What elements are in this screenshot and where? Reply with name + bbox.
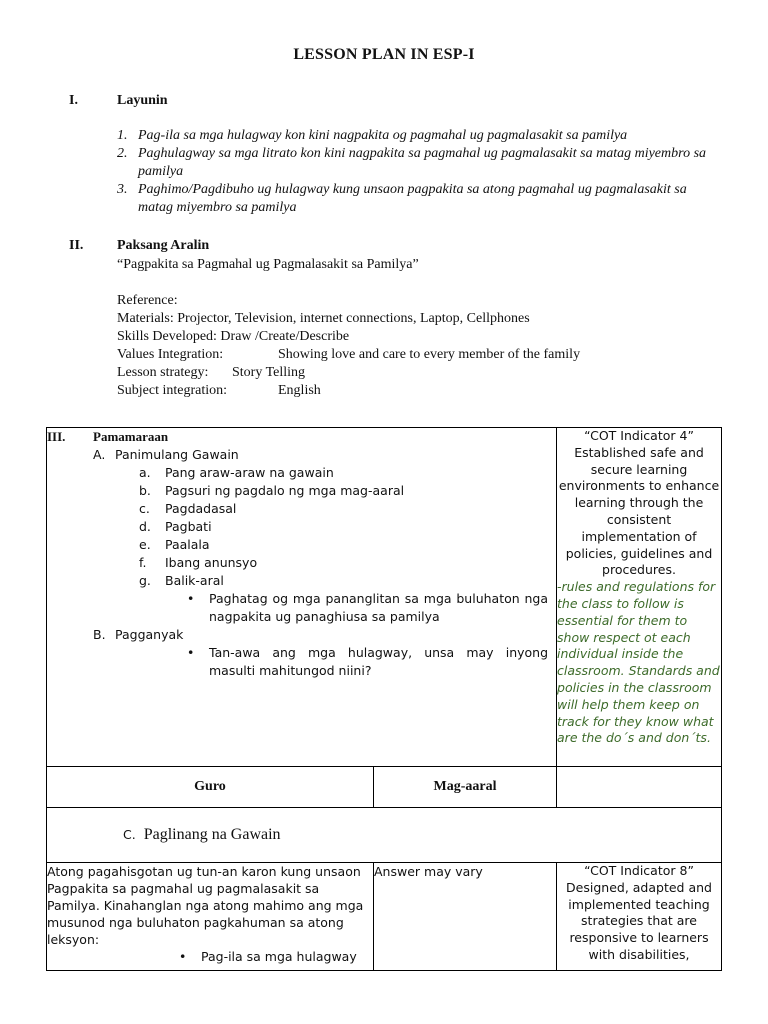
table-row [47,863,722,971]
bullet-icon: • [187,645,195,660]
objective-text: Paghimo/Pagdibuho ug hulagway kung unsaon pagpakita sa atong pagmahal ug pagmalasakit sa matag miyembro sa pamilya [138,182,687,215]
procedure-table [46,427,722,971]
objectives-list [117,127,717,217]
teacher-cell [47,863,374,971]
table-row [47,428,722,767]
cot-indicator-note: -rules and regulations for the class to follow is essential for them to show respect ot each individual inside the classroom. Standards and policies in the classroom will help them keep on track for they know what are the do´s and don´ts. [557,579,720,746]
bullet-item: • Tan-awa ang mga hulagway, unsa may inyong masulti mahitungod niini? [187,645,549,678]
strategy-line: Lesson strategy: Story Telling [117,365,306,380]
subsection-a-title: A. Panimulang Gawain [93,447,239,462]
empty-header-cell [557,767,722,808]
list-item: 1. Pag-ila sa mga hulagway kon kini nagpakita og pagmahal ug pagmalasakit sa pamilya [117,128,628,143]
page-title: LESSON PLAN IN ESP-I [293,46,475,63]
section-number: I. [69,93,78,108]
column-header-teacher: Guro [47,767,374,808]
skills-line: Skills Developed: Draw /Create/Describe [117,329,350,344]
bullet-item: • Pag-ila sa mga hulagway [179,949,357,964]
list-item: 3. Paghimo/Pagdibuho ug hulagway kung unsaon pagpakita sa atong pagmahal ug pagmalasakit sa matag miyembro sa pamilya [117,182,687,215]
section-number: II. [69,238,84,253]
cot-indicator-text: Established safe and secure learning environments to enhance learning through the consistent implementation of policies, guidelines and procedures. [558,444,720,578]
table-row [47,808,722,863]
student-cell: Answer may vary [374,863,557,971]
list-item: b. Pagsuri ng pagdalo ng mga mag-aaral [139,483,405,498]
list-item: f. Ibang anunsyo [139,555,258,570]
teacher-text: Atong pagahisgotan ug tun-an karon kung unsaon Pagpakita sa pagmahal ug pagmalasakit sa Pamilya. Kinahanglan nga atong mahimo ang mga musunod nga buluhaton pagkahuman sa atong leksyon: [47,864,364,947]
column-header-student: Mag-aaral [374,767,557,808]
reference-line: Reference: [117,293,178,308]
list-item: a. Pang araw-araw na gawain [139,465,334,480]
list-item: d. Pagbati [139,519,212,534]
section-number: III. [47,429,66,444]
materials-line: Materials: Projector, Television, internet connections, Laptop, Cellphones [117,311,530,326]
subsection-b-title: B. Pagganyak [93,627,184,642]
cot-indicator-cell [557,863,722,971]
bullet-icon: • [187,591,195,606]
objective-text: Pag-ila sa mga hulagway kon kini nagpakita og pagmahal ug pagmalasakit sa pamilya [138,128,628,143]
cot-indicator-title: “COT Indicator 8” [584,863,694,878]
table-row [47,767,722,808]
list-item: g. Balik-aral [139,573,224,588]
subject-line: Subject integration: English [117,383,321,398]
cot-indicator-text: Designed, adapted and implemented teaching strategies that are responsive to learners with disabilities, [566,879,712,962]
section-title: Layunin [117,93,168,108]
objective-text: Paghulagway sa mga litrato kon kini nagpakita sa pagmahal ug pagmalasakit sa matag miyembro sa pamilya [138,146,707,179]
section-title: Pamamaraan [93,429,169,444]
list-item: e. Paalala [139,537,210,552]
procedure-cell [47,428,557,767]
subsection-c-title: C. Paglinang na Gawain [47,808,722,863]
values-line: Values Integration: Showing love and care to every member of the family [117,347,581,362]
section-title: Paksang Aralin [117,238,210,253]
topic-block [117,256,717,400]
topic-title: “Pagpakita sa Pagmahal ug Pagmalasakit sa Pamilya” [117,257,419,272]
bullet-item: • Paghatag og mga pananglitan sa mga buluhaton nga nagpakita ug panaghiusa sa pamilya [187,591,549,624]
bullet-icon: • [179,949,187,964]
cot-indicator-cell [557,428,722,767]
list-item: c. Pagdadasal [139,501,237,516]
cot-indicator-title: “COT Indicator 4” [584,428,694,443]
list-item: 2. Paghulagway sa mga litrato kon kini nagpakita sa pagmahal ug pagmalasakit sa matag miyembro sa pamilya [117,146,707,179]
